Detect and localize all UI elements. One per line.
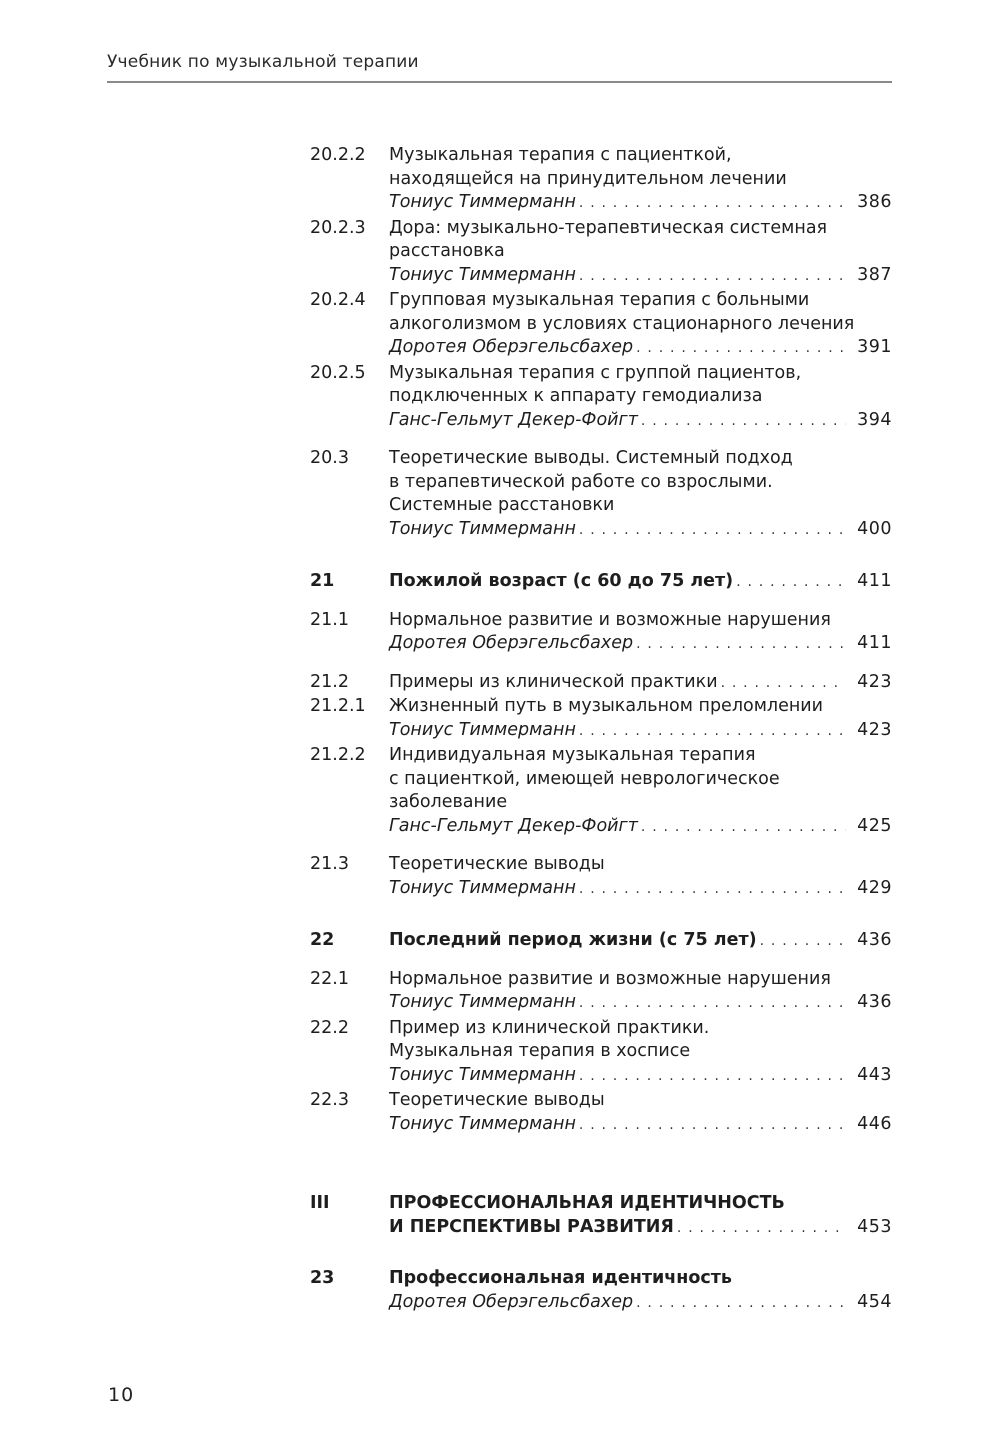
toc-entry-body xyxy=(389,217,892,289)
toc-entry-number: 20.2.2 xyxy=(310,145,366,165)
dot-leader xyxy=(736,571,846,595)
toc-entry-author-line xyxy=(389,336,892,361)
toc-entry-body xyxy=(389,289,892,361)
toc-entry-body xyxy=(389,744,892,839)
toc-entry-number: 21 xyxy=(310,571,335,591)
dot-leader xyxy=(579,519,846,543)
toc-entry-body xyxy=(389,609,892,657)
toc-entry-title-line: алкоголизмом в условиях стационарного лечения xyxy=(389,313,855,334)
toc-entry-page: 423 xyxy=(857,719,892,740)
dot-leader xyxy=(636,633,846,657)
toc-entry-body xyxy=(389,929,892,954)
toc-entry-body xyxy=(389,695,892,743)
toc-entry-author: Ганс-Гельмут Декер-Фойгт xyxy=(389,409,638,430)
toc-entry-title-line: Музыкальная терапия с группой пациентов, xyxy=(389,362,802,383)
toc-entry xyxy=(310,609,892,657)
toc-entry-author: Тониус Тиммерманн xyxy=(389,1064,576,1085)
toc-entry xyxy=(310,695,892,743)
toc-entry-author-line xyxy=(389,1291,892,1316)
toc-entry-body xyxy=(389,671,892,696)
toc-entry-number: 23 xyxy=(310,1268,335,1288)
toc-entry-title-line: Теоретические выводы. Системный подход xyxy=(389,448,793,468)
toc-entry-title-line: расстановка xyxy=(389,241,505,261)
toc-entry-title-line xyxy=(389,570,892,595)
dot-leader xyxy=(579,992,846,1016)
toc-entry-author-line xyxy=(389,991,892,1016)
toc-entry-author-line xyxy=(389,719,892,744)
toc-entry-author: Тониус Тиммерманн xyxy=(389,264,576,285)
toc-entry-number: 22.3 xyxy=(310,1090,349,1110)
toc-entry-body xyxy=(389,1267,892,1315)
toc-entry-title-line: Теоретические выводы xyxy=(389,1090,605,1110)
toc-entry-author-line xyxy=(389,518,892,543)
running-head-title: Учебник по музыкальной терапии xyxy=(107,52,419,72)
toc-entry xyxy=(310,1017,892,1089)
toc-entry-title-line: в терапевтической работе со взрослыми. xyxy=(389,471,773,492)
toc-entry-title: Пожилой возраст (с 60 до 75 лет) xyxy=(389,571,734,591)
toc-entry-number: 20.2.3 xyxy=(310,217,366,238)
toc-entry-body xyxy=(389,968,892,1016)
toc-entry-author: Тониус Тиммерманн xyxy=(389,1113,576,1134)
toc-entry-author: Доротея Оберэгельсбахер xyxy=(389,633,634,653)
dot-leader xyxy=(579,1114,846,1138)
dot-leader xyxy=(636,1292,846,1316)
toc-entry-author-line xyxy=(389,264,892,289)
table-of-contents xyxy=(310,144,892,1315)
toc-entry-title-line: Дора: музыкально-терапевтическая системная xyxy=(389,217,828,238)
toc-entry-page: 453 xyxy=(857,1216,892,1237)
toc-entry xyxy=(310,289,892,361)
toc-entry-number: 21.2.1 xyxy=(310,696,366,716)
toc-entry-author-line xyxy=(389,1064,892,1089)
toc-entry-title-line xyxy=(389,929,892,954)
toc-entry-title-line: ПРОФЕССИОНАЛЬНАЯ ИДЕНТИЧНОСТЬ xyxy=(389,1193,785,1213)
toc-part-entry xyxy=(310,1192,892,1240)
dot-leader xyxy=(760,930,846,954)
toc-entry-author: Тониус Тиммерманн xyxy=(389,518,576,539)
toc-chapter-entry xyxy=(310,570,892,595)
page-number: 10 xyxy=(108,1384,135,1406)
running-head xyxy=(107,52,892,83)
dot-leader xyxy=(579,192,846,216)
toc-entry-title-line: Профессиональная идентичность xyxy=(389,1268,732,1288)
toc-entry-number: 21.2 xyxy=(310,671,349,692)
toc-chapter-entry xyxy=(310,929,892,954)
toc-entry-page: 411 xyxy=(857,633,892,653)
toc-entry-author: Тониус Тиммерманн xyxy=(389,192,576,212)
toc-entry-author: Доротея Оберэгельсбахер xyxy=(389,1291,634,1312)
toc-entry-title-line: Музыкальная терапия с пациенткой, xyxy=(389,145,732,165)
toc-entry-author-line xyxy=(389,191,892,216)
toc-entry-page: 394 xyxy=(857,409,892,430)
toc-entry-title: Последний период жизни (с 75 лет) xyxy=(389,930,757,950)
toc-entry xyxy=(310,217,892,289)
toc-entry-number: III xyxy=(310,1193,330,1213)
toc-entry xyxy=(310,362,892,434)
toc-entry-page: 446 xyxy=(857,1113,892,1134)
toc-entry-title-line: находящейся на принудительном лечении xyxy=(389,168,787,189)
dot-leader xyxy=(579,720,846,744)
toc-entry-body xyxy=(389,1192,892,1240)
toc-entry-body xyxy=(389,447,892,542)
toc-entry-author: Доротея Оберэгельсбахер xyxy=(389,337,634,357)
toc-entry-title: И ПЕРСПЕКТИВЫ РАЗВИТИЯ xyxy=(389,1216,674,1237)
toc-entry-title-line: Системные расстановки xyxy=(389,495,615,515)
dot-leader xyxy=(641,816,846,840)
toc-entry-title-line: Индивидуальная музыкальная терапия xyxy=(389,745,756,765)
toc-chapter-entry xyxy=(310,1267,892,1315)
toc-entry xyxy=(310,853,892,901)
toc-entry xyxy=(310,144,892,216)
toc-entry-title-line: Теоретические выводы xyxy=(389,854,605,874)
dot-leader xyxy=(677,1217,846,1241)
toc-entry-body xyxy=(389,144,892,216)
toc-entry-page: 429 xyxy=(857,877,892,898)
toc-entry-page: 425 xyxy=(857,815,892,836)
toc-entry-title-line: Музыкальная терапия в хосписе xyxy=(389,1041,691,1061)
dot-leader xyxy=(579,878,846,902)
toc-entry-page: 454 xyxy=(857,1291,892,1312)
toc-entry-body xyxy=(389,1089,892,1137)
toc-entry-number: 21.1 xyxy=(310,609,349,630)
toc-entry-number: 22 xyxy=(310,930,335,950)
toc-entry-number: 22.2 xyxy=(310,1017,349,1038)
toc-entry-title-line xyxy=(389,1216,892,1241)
toc-entry-page: 436 xyxy=(857,992,892,1012)
toc-entry-author-line xyxy=(389,632,892,657)
toc-entry-title-line: Жизненный путь в музыкальном преломлении xyxy=(389,696,824,716)
toc-entry-page: 387 xyxy=(857,264,892,285)
toc-entry-page: 443 xyxy=(857,1064,892,1085)
toc-entry-page: 423 xyxy=(857,671,892,692)
toc-entry-title-line: с пациенткой, имеющей неврологическое xyxy=(389,768,780,789)
toc-entry-author-line xyxy=(389,877,892,902)
toc-entry-author: Тониус Тиммерманн xyxy=(389,719,576,740)
toc-entry-title-line: Пример из клинической практики. xyxy=(389,1017,710,1038)
toc-entry-title-line: заболевание xyxy=(389,792,508,812)
toc-entry-title-line: подключенных к аппарату гемодиализа xyxy=(389,386,763,406)
toc-entry xyxy=(310,1089,892,1137)
toc-entry-page: 436 xyxy=(857,930,892,950)
toc-entry-page: 386 xyxy=(857,192,892,212)
toc-entry-author-line xyxy=(389,1113,892,1138)
toc-entry-title-line xyxy=(389,671,892,696)
toc-entry-body xyxy=(389,570,892,595)
toc-entry-number: 22.1 xyxy=(310,968,349,989)
toc-entry-page: 411 xyxy=(857,571,892,591)
toc-entry xyxy=(310,968,892,1016)
toc-entry-author-line xyxy=(389,815,892,840)
dot-leader xyxy=(636,337,846,361)
dot-leader xyxy=(579,1065,846,1089)
toc-entry-title-line: Групповая музыкальная терапия с больными xyxy=(389,290,810,310)
toc-entry-body xyxy=(389,1017,892,1089)
toc-entry-number: 20.2.5 xyxy=(310,362,366,383)
toc-entry-author: Тониус Тиммерманн xyxy=(389,992,576,1012)
toc-entry-number: 21.3 xyxy=(310,854,349,874)
toc-entry-title: Примеры из клинической практики xyxy=(389,671,718,692)
toc-entry-page: 400 xyxy=(857,518,892,539)
toc-entry xyxy=(310,744,892,839)
toc-entry-number: 21.2.2 xyxy=(310,745,366,765)
dot-leader xyxy=(641,410,846,434)
toc-entry-number: 20.3 xyxy=(310,448,349,468)
dot-leader xyxy=(721,672,846,696)
toc-entry-title-line: Нормальное развитие и возможные нарушения xyxy=(389,609,831,630)
toc-entry-author: Тониус Тиммерманн xyxy=(389,877,576,898)
toc-entry-author-line xyxy=(389,409,892,434)
toc-entry-body xyxy=(389,362,892,434)
toc-entry-title-line: Нормальное развитие и возможные нарушения xyxy=(389,968,831,989)
dot-leader xyxy=(579,265,846,289)
toc-entry xyxy=(310,671,892,696)
toc-entry-body xyxy=(389,853,892,901)
toc-entry-number: 20.2.4 xyxy=(310,290,366,310)
toc-entry-author: Ганс-Гельмут Декер-Фойгт xyxy=(389,815,638,836)
toc-entry-page: 391 xyxy=(857,337,892,357)
toc-entry xyxy=(310,447,892,542)
